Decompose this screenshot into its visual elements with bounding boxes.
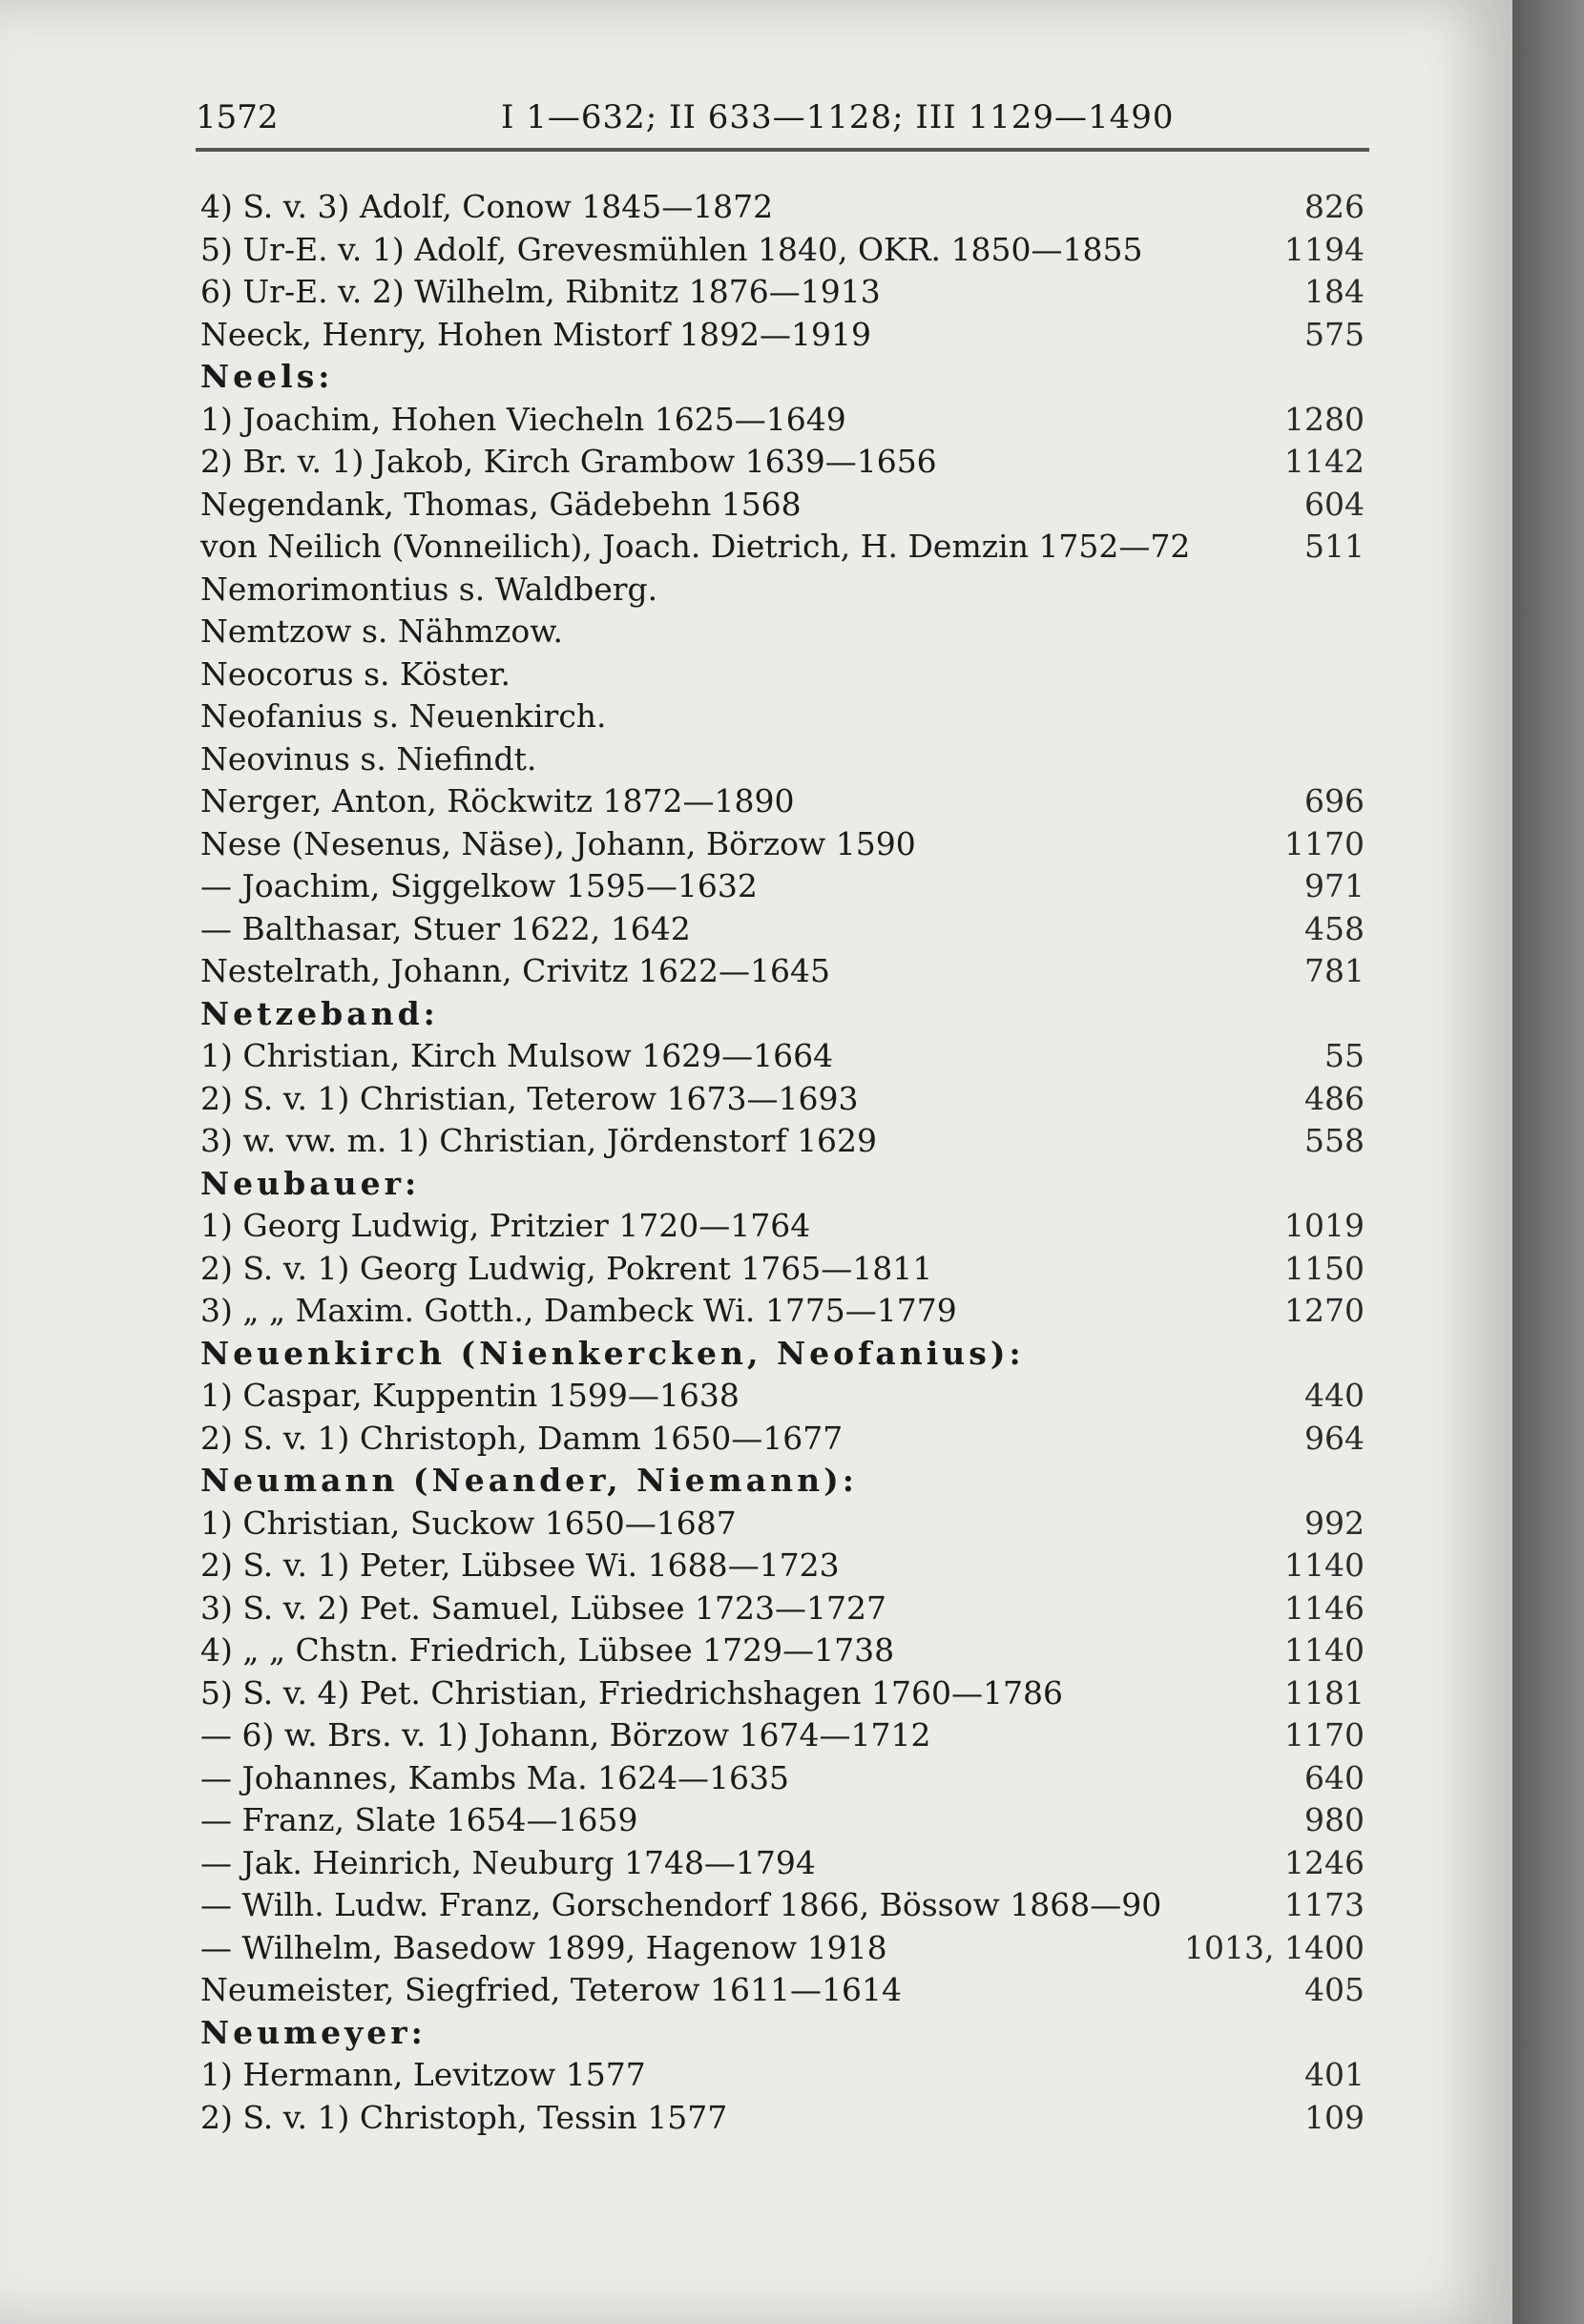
page-number: 1572 (196, 98, 279, 136)
entry-page-ref: 781 (1304, 952, 1365, 989)
register-entry (191, 1672, 1365, 1715)
register-entries (191, 186, 1365, 2139)
entry-page-ref: 826 (1304, 188, 1365, 225)
entry-page-ref: 1194 (1284, 230, 1365, 268)
register-heading (191, 1163, 1365, 1206)
register-entry (191, 2097, 1365, 2140)
register-entry (191, 780, 1365, 823)
entry-text: Neeck, Henry, Hohen Mistorf 1892—1919 (200, 315, 871, 353)
entry-page-ref: 1170 (1284, 824, 1365, 862)
register-entry (191, 1842, 1365, 1885)
entry-page-ref: 964 (1304, 1419, 1365, 1457)
entry-page-ref: 1140 (1284, 1631, 1365, 1669)
entry-text: Neubauer: (200, 1164, 421, 1202)
header-rule (196, 148, 1369, 152)
entry-text: Nemorimontius s. Waldberg. (200, 570, 658, 608)
entry-text: Neocorus s. Köster. (200, 654, 511, 693)
entry-text: Nemtzow s. Nähmzow. (200, 612, 564, 650)
entry-text: 4) S. v. 3) Adolf, Conow 1845—1872 (200, 188, 774, 225)
register-entry (191, 1205, 1365, 1248)
entry-page-ref: 558 (1304, 1122, 1365, 1159)
entry-text: 2) S. v. 1) Georg Ludwig, Pokrent 1765—1811 (200, 1249, 933, 1287)
entry-page-ref: 1170 (1284, 1716, 1365, 1753)
register-entry (191, 1927, 1365, 1970)
entry-text: Neofanius s. Neuenkirch. (200, 697, 607, 735)
entry-text: — Joachim, Siggelkow 1595—1632 (200, 867, 758, 904)
entry-text: Neumeister, Siegfried, Teterow 1611—1614 (200, 1971, 902, 2008)
register-entry (191, 1799, 1365, 1842)
entry-text: Neumann (Neander, Niemann): (200, 1462, 858, 1499)
register-heading (191, 2012, 1365, 2055)
register-entry (191, 695, 1365, 738)
volume-ranges: I 1—632; II 633—1128; III 1129—1490 (501, 98, 1175, 136)
entry-text: Neels: (200, 358, 334, 395)
entry-page-ref: 971 (1304, 867, 1365, 904)
register-entry (191, 1503, 1365, 1546)
entry-text: Neumeyer: (200, 2013, 427, 2051)
register-entry (191, 229, 1365, 272)
register-heading (191, 356, 1365, 399)
entry-page-ref: 1280 (1284, 400, 1365, 438)
register-entry (191, 1969, 1365, 2012)
entry-text: — Balthasar, Stuer 1622, 1642 (200, 909, 691, 947)
register-entry (191, 611, 1365, 654)
page-header (196, 91, 1369, 148)
entry-page-ref: 992 (1304, 1504, 1365, 1542)
register-entry (191, 526, 1365, 569)
entry-text: 2) S. v. 1) Christian, Teterow 1673—1693 (200, 1079, 859, 1117)
entry-text: Nerger, Anton, Röckwitz 1872—1890 (200, 782, 795, 820)
register-entry (191, 1545, 1365, 1587)
entry-text: 1) Hermann, Levitzow 1577 (200, 2056, 646, 2093)
entry-text: 3) S. v. 2) Pet. Samuel, Lübsee 1723—1727 (200, 1588, 886, 1627)
entry-text: — Franz, Slate 1654—1659 (200, 1801, 638, 1838)
entry-text: 1) Christian, Suckow 1650—1687 (200, 1504, 737, 1542)
page-edge-shadow (1512, 0, 1584, 2324)
entry-text: 6) Ur-E. v. 2) Wilhelm, Ribnitz 1876—1913 (200, 273, 881, 310)
entry-text: Nese (Nesenus, Näse), Johann, Börzow 1590 (200, 824, 916, 862)
entry-text: 2) S. v. 1) Christoph, Tessin 1577 (200, 2098, 728, 2136)
entry-page-ref: 1013, 1400 (1184, 1928, 1365, 1966)
register-entry (191, 738, 1365, 781)
register-entry (191, 186, 1365, 229)
register-entry (191, 823, 1365, 866)
entry-text: 1) Christian, Kirch Mulsow 1629—1664 (200, 1037, 834, 1074)
register-entry (191, 441, 1365, 484)
entry-text: — Jak. Heinrich, Neuburg 1748—1794 (200, 1843, 816, 1881)
entry-page-ref: 184 (1304, 273, 1365, 310)
entry-text: 3) w. vw. m. 1) Christian, Jördenstorf 1629 (200, 1122, 878, 1159)
register-heading (191, 1460, 1365, 1503)
entry-text: — Johannes, Kambs Ma. 1624—1635 (200, 1758, 790, 1796)
entry-text: 5) S. v. 4) Pet. Christian, Friedrichshagen 1760—1786 (200, 1673, 1063, 1712)
entry-page-ref: 405 (1304, 1971, 1365, 2008)
register-entry (191, 865, 1365, 908)
entry-page-ref: 604 (1304, 485, 1365, 523)
entry-page-ref: 1019 (1284, 1207, 1365, 1244)
entry-text: 3) „ „ Maxim. Gotth., Dambeck Wi. 1775—1779 (200, 1292, 957, 1329)
entry-text: — 6) w. Brs. v. 1) Johann, Börzow 1674—1712 (200, 1716, 931, 1753)
register-entry (191, 908, 1365, 951)
entry-text: Negendank, Thomas, Gädebehn 1568 (200, 485, 802, 523)
entry-page-ref: 511 (1304, 528, 1365, 565)
entry-text: 5) Ur-E. v. 1) Adolf, Grevesmühlen 1840, OKR. 1850—1855 (200, 230, 1143, 268)
register-entry (191, 314, 1365, 357)
entry-text: von Neilich (Vonneilich), Joach. Dietrich, H. Demzin 1752—72 (200, 528, 1191, 565)
entry-page-ref: 55 (1324, 1037, 1365, 1074)
register-entry (191, 950, 1365, 993)
entry-text: 4) „ „ Chstn. Friedrich, Lübsee 1729—1738 (200, 1631, 895, 1669)
entry-page-ref: 1246 (1284, 1843, 1365, 1881)
entry-page-ref: 440 (1304, 1377, 1365, 1414)
entry-text: 1) Georg Ludwig, Pritzier 1720—1764 (200, 1207, 811, 1244)
entry-page-ref: 1270 (1284, 1292, 1365, 1329)
entry-page-ref: 1150 (1284, 1249, 1365, 1287)
register-entry (191, 1035, 1365, 1078)
entry-page-ref: 486 (1304, 1079, 1365, 1117)
register-entry (191, 1884, 1365, 1927)
register-entry (191, 1418, 1365, 1461)
register-entry (191, 1375, 1365, 1418)
register-entry (191, 271, 1365, 314)
entry-text: Netzeband: (200, 994, 439, 1032)
entry-page-ref: 109 (1304, 2098, 1365, 2136)
register-entry (191, 1587, 1365, 1630)
register-entry (191, 1629, 1365, 1672)
register-entry (191, 654, 1365, 696)
entry-text: Nestelrath, Johann, Crivitz 1622—1645 (200, 952, 831, 989)
entry-text: 2) S. v. 1) Christoph, Damm 1650—1677 (200, 1419, 844, 1457)
entry-text: 2) Br. v. 1) Jakob, Kirch Grambow 1639—1656 (200, 443, 937, 480)
entry-page-ref: 640 (1304, 1758, 1365, 1796)
register-entry (191, 399, 1365, 442)
entry-text: Neovinus s. Niefindt. (200, 739, 537, 778)
entry-text: — Wilh. Ludw. Franz, Gorschendorf 1866, Bössow 1868—90 (200, 1886, 1162, 1923)
entry-page-ref: 575 (1304, 315, 1365, 353)
entry-text: Neuenkirch (Nienkercken, Neofanius): (200, 1334, 1025, 1372)
register-entry (191, 2054, 1365, 2097)
entry-page-ref: 1142 (1284, 443, 1365, 480)
register-heading (191, 1333, 1365, 1376)
register-entry (191, 569, 1365, 612)
entry-page-ref: 1181 (1284, 1673, 1365, 1712)
register-entry (191, 1714, 1365, 1757)
entry-text: 1) Caspar, Kuppentin 1599—1638 (200, 1377, 740, 1414)
entry-page-ref: 1173 (1284, 1886, 1365, 1923)
entry-text: 2) S. v. 1) Peter, Lübsee Wi. 1688—1723 (200, 1546, 840, 1584)
entry-page-ref: 1146 (1284, 1588, 1365, 1627)
entry-page-ref: 458 (1304, 909, 1365, 947)
register-heading (191, 993, 1365, 1036)
entry-page-ref: 696 (1304, 782, 1365, 820)
entry-page-ref: 1140 (1284, 1546, 1365, 1584)
register-entry (191, 1120, 1365, 1163)
register-entry (191, 1078, 1365, 1121)
register-entry (191, 484, 1365, 527)
entry-page-ref: 980 (1304, 1801, 1365, 1838)
entry-text: 1) Joachim, Hohen Viecheln 1625—1649 (200, 400, 846, 438)
register-entry (191, 1248, 1365, 1291)
register-entry (191, 1757, 1365, 1800)
entry-page-ref: 401 (1304, 2056, 1365, 2093)
entry-text: — Wilhelm, Basedow 1899, Hagenow 1918 (200, 1928, 887, 1966)
register-entry (191, 1290, 1365, 1333)
